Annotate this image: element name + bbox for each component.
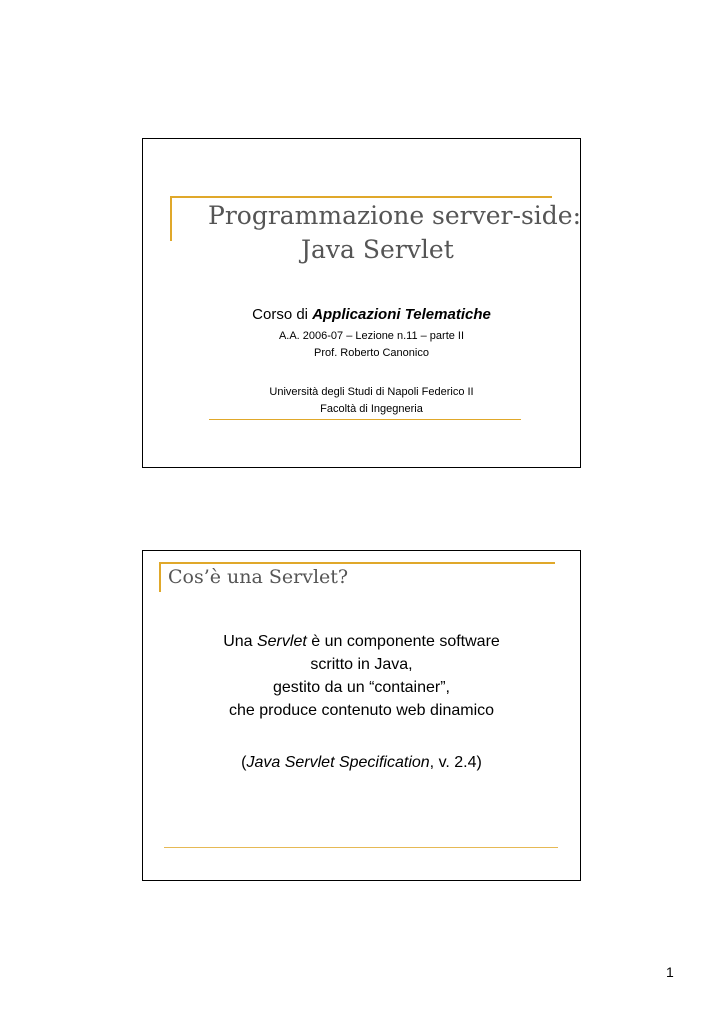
title-rule-top (170, 196, 552, 198)
title-rule-top (159, 562, 555, 564)
definition-emphasis: Servlet (256, 633, 307, 650)
faculty-name: Facoltà di Ingegneria (320, 403, 423, 415)
definition-line-4: che produce contenuto web dinamico (228, 702, 495, 719)
definition-suffix: è un componente software (306, 633, 500, 650)
spec-version: , v. 2.4) (429, 754, 482, 771)
definition-line-1 (143, 630, 580, 653)
course-name: Applicazioni Telematiche (312, 306, 491, 323)
definition-prefix: Una (223, 633, 257, 650)
professor-name: Prof. Roberto Canonico (314, 347, 429, 359)
slide-title-line-2: Java Servlet (301, 235, 454, 264)
definition-line-2: scritto in Java, (310, 656, 413, 673)
academic-year: A.A. 2006-07 – Lezione n.11 – parte II (278, 330, 465, 342)
spec-title: Java Servlet Specification (246, 754, 430, 771)
course-line (153, 306, 590, 323)
university-name: Università degli Studi di Napoli Federico II (269, 386, 474, 398)
title-rule-left (159, 562, 161, 592)
footer-rule (209, 419, 521, 420)
slide-title: Cos’è una Servlet? (168, 566, 349, 588)
page-number: 1 (666, 964, 674, 980)
spec-open: ( (241, 754, 247, 771)
slide-title-line-1: Programmazione server-side: (208, 201, 581, 230)
title-rule-left (170, 196, 172, 241)
course-prefix: Corso di (252, 306, 313, 323)
specification-reference (143, 751, 580, 774)
slide-1 (142, 138, 581, 468)
slide-2 (142, 550, 581, 881)
definition-line-3: gestito da un “container”, (273, 679, 450, 696)
footer-rule (164, 847, 558, 848)
